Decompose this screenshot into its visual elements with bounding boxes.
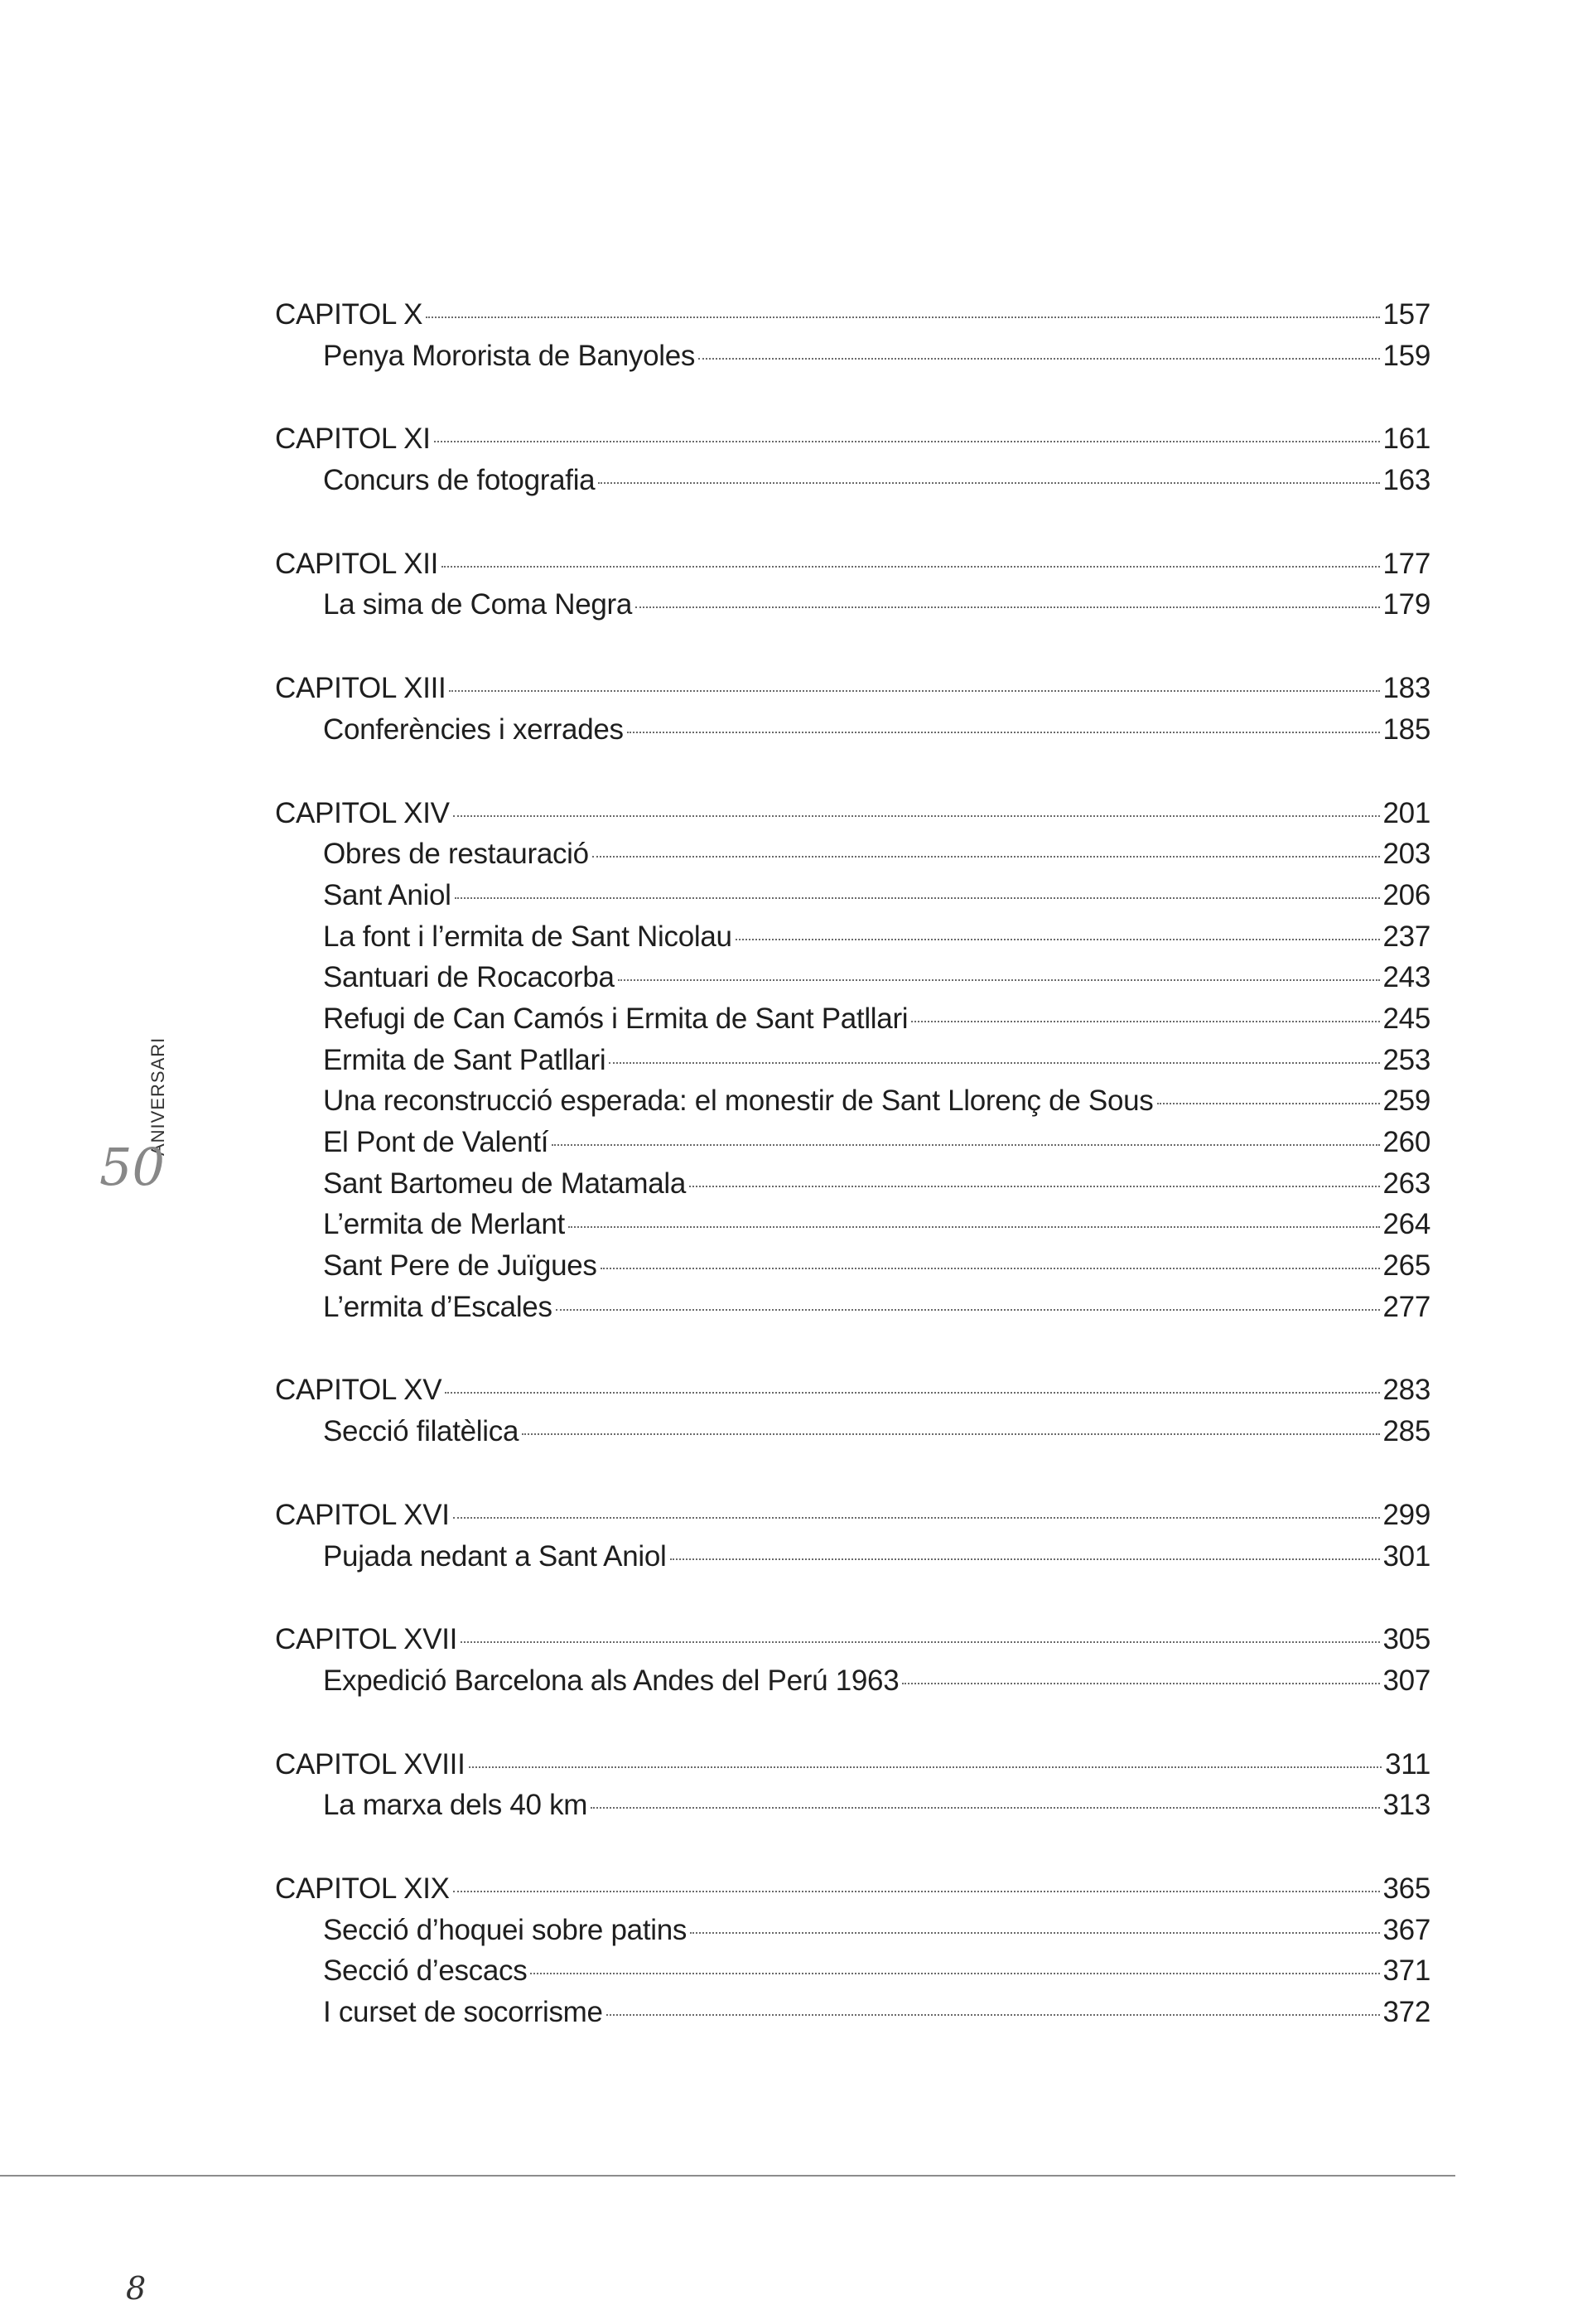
dot-leader (635, 606, 1379, 608)
toc-entry-page: 159 (1382, 339, 1430, 372)
dot-leader (522, 1433, 1379, 1435)
toc-chapter (275, 1744, 1430, 1826)
toc-entry-title: Una reconstrucció esperada: el monestir de Sant Llorenç de Sous (323, 1085, 1154, 1118)
toc-entry-page: 243 (1382, 961, 1430, 994)
chapter-heading-title: CAPITOL XVI (275, 1498, 450, 1531)
toc-chapter (275, 544, 1430, 626)
toc-entry-title: Secció filatèlica (323, 1415, 519, 1448)
toc-entry-title: Sant Aniol (323, 878, 451, 911)
chapter-heading-page: 161 (1382, 423, 1430, 456)
dot-leader (698, 358, 1379, 360)
toc-entry (275, 1910, 1430, 1951)
toc-entry-page: 263 (1382, 1167, 1430, 1200)
toc-entry-page: 367 (1382, 1913, 1430, 1946)
dot-leader (911, 1021, 1379, 1022)
dot-leader (592, 856, 1380, 858)
toc-entry-title: Santuari de Rocacorba (323, 961, 615, 994)
toc-entry-title: Sant Bartomeu de Matamala (323, 1167, 687, 1200)
toc-entry (275, 1950, 1430, 1992)
dot-leader (627, 732, 1380, 733)
toc-entry (275, 833, 1430, 875)
toc-entry-title: Secció d’hoquei sobre patins (323, 1913, 687, 1946)
toc-entry-page: 313 (1382, 1789, 1430, 1822)
toc-entry-title: La marxa dels 40 km (323, 1789, 588, 1822)
toc-entry-page: 277 (1382, 1290, 1430, 1323)
toc-entry-title: Ermita de Sant Patllari (323, 1043, 606, 1076)
chapter-heading-page: 305 (1382, 1623, 1430, 1656)
chapter-heading-title: CAPITOL XII (275, 547, 439, 580)
toc-entry (275, 916, 1430, 958)
dot-leader (449, 690, 1379, 692)
dot-leader (690, 1932, 1379, 1934)
chapter-heading-page: 283 (1382, 1374, 1430, 1407)
dot-leader (736, 939, 1380, 940)
toc-entry-page: 285 (1382, 1415, 1430, 1448)
toc-entry-title: Expedició Barcelona als Andes del Perú 1963 (323, 1664, 900, 1697)
toc-entry-title: La sima de Coma Negra (323, 588, 633, 621)
toc-entry-title: I curset de socorrisme (323, 1996, 603, 2028)
chapter-heading (275, 668, 1430, 709)
dot-leader (689, 1186, 1379, 1187)
toc-entry-title: Penya Mororista de Banyoles (323, 339, 696, 372)
toc-entry-page: 372 (1382, 1996, 1430, 2028)
toc-entry-page: 163 (1382, 464, 1430, 497)
dot-leader (1157, 1103, 1380, 1104)
toc-entry-page: 253 (1382, 1043, 1430, 1076)
chapter-heading (275, 1868, 1430, 1910)
chapter-heading-page: 299 (1382, 1498, 1430, 1531)
page-number: 8 (126, 2270, 147, 2307)
toc-entry (275, 1040, 1430, 1081)
toc-entry (275, 1992, 1430, 2033)
dot-leader (591, 1807, 1379, 1809)
toc-entry-page: 203 (1382, 838, 1430, 871)
chapter-heading-title: CAPITOL XIV (275, 796, 450, 829)
chapter-heading-page: 157 (1382, 298, 1430, 331)
dot-leader (469, 1766, 1382, 1768)
toc-entry-title: Concurs de fotografia (323, 464, 596, 497)
dot-leader (453, 1517, 1380, 1519)
toc-entry-page: 185 (1382, 713, 1430, 746)
toc-entry-page: 371 (1382, 1954, 1430, 1988)
toc-entry (275, 957, 1430, 998)
dot-leader (606, 2014, 1380, 2016)
toc-chapter (275, 1868, 1430, 2033)
toc-entry-page: 307 (1382, 1664, 1430, 1697)
toc-entry (275, 1163, 1430, 1205)
dot-leader (598, 482, 1379, 484)
toc-entry-title: La font i l’ermita de Sant Nicolau (323, 920, 732, 953)
dot-leader (609, 1062, 1379, 1064)
dot-leader (426, 316, 1379, 318)
chapter-heading-title: CAPITOL X (275, 298, 423, 331)
dot-leader (568, 1226, 1380, 1228)
toc-chapter (275, 418, 1430, 500)
table-of-contents (275, 294, 1430, 2075)
chapter-heading-page: 201 (1382, 796, 1430, 829)
toc-entry-title: L’ermita de Merlant (323, 1208, 565, 1241)
toc-chapter (275, 793, 1430, 1328)
dot-leader (434, 441, 1380, 442)
dot-leader (453, 815, 1380, 817)
dot-leader (455, 897, 1380, 899)
toc-entry (275, 709, 1430, 751)
toc-entry-page: 265 (1382, 1249, 1430, 1283)
toc-entry-title: Refugi de Can Camós i Ermita de Sant Patllari (323, 1002, 909, 1035)
toc-entry-page: 245 (1382, 1002, 1430, 1035)
toc-entry (275, 1411, 1430, 1452)
toc-chapter (275, 1619, 1430, 1701)
chapter-heading-page: 183 (1382, 672, 1430, 705)
chapter-heading (275, 1370, 1430, 1411)
chapter-heading (275, 1619, 1430, 1660)
dot-leader (552, 1144, 1379, 1146)
toc-entry-title: El Pont de Valentí (323, 1126, 549, 1158)
toc-entry (275, 1785, 1430, 1826)
dot-leader (441, 566, 1379, 568)
toc-entry (275, 584, 1430, 626)
chapter-heading (275, 418, 1430, 460)
toc-entry-title: Secció d’escacs (323, 1954, 528, 1988)
toc-entry (275, 336, 1430, 377)
toc-entry-page: 206 (1382, 878, 1430, 911)
toc-entry (275, 998, 1430, 1040)
dot-leader (556, 1309, 1380, 1311)
toc-entry-title: Obres de restauració (323, 838, 589, 871)
footer-rule (0, 2175, 1455, 2177)
dot-leader (461, 1641, 1379, 1643)
chapter-heading (275, 544, 1430, 585)
toc-entry (275, 1245, 1430, 1287)
toc-entry (275, 1080, 1430, 1122)
dot-leader (445, 1392, 1379, 1394)
chapter-heading-page: 365 (1382, 1872, 1430, 1905)
chapter-heading-title: CAPITOL XVIII (275, 1747, 466, 1780)
toc-entry-title: L’ermita d’Escales (323, 1290, 552, 1323)
toc-chapter (275, 668, 1430, 750)
chapter-heading-title: CAPITOL XIII (275, 672, 446, 705)
toc-entry-page: 259 (1382, 1085, 1430, 1118)
toc-entry-page: 301 (1382, 1539, 1430, 1573)
anniversary-label: ANIVERSARI (147, 1036, 168, 1156)
dot-leader (453, 1891, 1380, 1892)
toc-entry-page: 260 (1382, 1126, 1430, 1158)
chapter-heading-title: CAPITOL XV (275, 1374, 442, 1407)
chapter-heading (275, 294, 1430, 336)
toc-entry-title: Conferències i xerrades (323, 713, 624, 746)
toc-entry (275, 1204, 1430, 1245)
dot-leader (618, 979, 1380, 981)
toc-entry-page: 179 (1382, 588, 1430, 621)
toc-entry (275, 875, 1430, 916)
toc-entry-title: Pujada nedant a Sant Aniol (323, 1539, 667, 1573)
toc-chapter (275, 1495, 1430, 1577)
toc-entry-page: 264 (1382, 1208, 1430, 1241)
chapter-heading-title: CAPITOL XI (275, 423, 431, 456)
toc-entry (275, 1660, 1430, 1702)
dot-leader (902, 1683, 1379, 1684)
anniversary-number: 50 (99, 1137, 165, 1197)
toc-chapter (275, 1370, 1430, 1452)
chapter-heading-title: CAPITOL XIX (275, 1872, 450, 1905)
toc-entry (275, 1122, 1430, 1163)
toc-entry (275, 1287, 1430, 1328)
dot-leader (601, 1268, 1380, 1269)
chapter-heading (275, 1744, 1430, 1785)
toc-entry (275, 460, 1430, 501)
chapter-heading (275, 793, 1430, 834)
toc-entry-page: 237 (1382, 920, 1430, 953)
toc-entry (275, 1536, 1430, 1578)
dot-leader (670, 1558, 1380, 1560)
dot-leader (530, 1973, 1379, 1974)
chapter-heading-page: 311 (1385, 1747, 1430, 1780)
chapter-heading-title: CAPITOL XVII (275, 1623, 458, 1656)
toc-chapter (275, 294, 1430, 376)
toc-entry-title: Sant Pere de Juïgues (323, 1249, 597, 1283)
chapter-heading-page: 177 (1382, 547, 1430, 580)
chapter-heading (275, 1495, 1430, 1536)
